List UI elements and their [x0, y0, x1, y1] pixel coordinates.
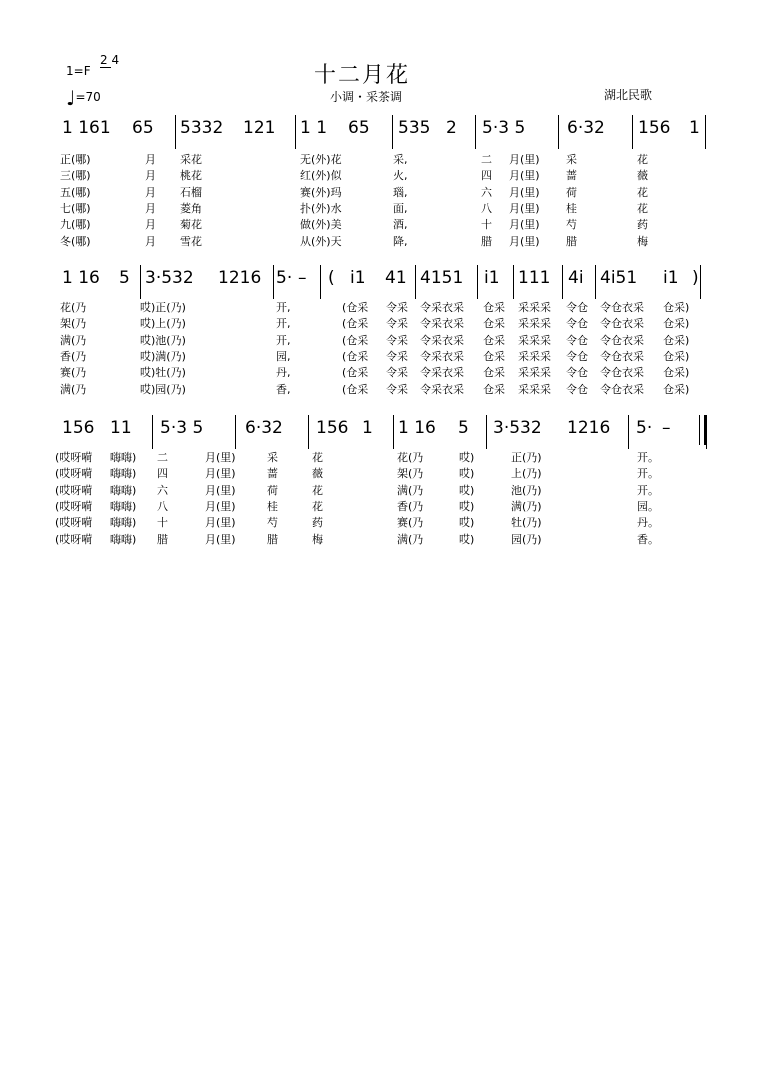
bar-line [295, 115, 296, 149]
lyric-text: (仓采 [342, 333, 369, 347]
bar-line [308, 415, 309, 449]
lyric-text: 薇 [312, 467, 323, 481]
lyric-text: 十 [157, 516, 168, 530]
lyric-text: 月(里) [509, 169, 540, 183]
lyric-text: 九(哪) [60, 218, 91, 232]
lyric-text: 香(乃 [397, 499, 424, 513]
lyric-text: (哎呀嗬 [55, 451, 93, 464]
lyric-text: 令采衣采 [420, 333, 464, 347]
lyric-text: (哎呀嗬 [55, 516, 93, 530]
bar-line [513, 265, 514, 299]
lyric-text: 哎) [459, 451, 475, 464]
bar-line [486, 415, 487, 449]
lyric-text: 令采衣采 [420, 349, 464, 363]
lyric-text: 仓采 [483, 349, 505, 363]
lyric-text: 嗨嗨) [110, 483, 137, 497]
lyric-text: 月(里) [205, 483, 236, 497]
lyric-text: 令采衣采 [420, 382, 464, 396]
lyric-text: 月 [145, 169, 156, 183]
lyric-text: 哎) [459, 499, 475, 513]
lyric-text: 降, [393, 234, 408, 248]
lyric-text: 园, [276, 349, 291, 363]
bar-line [700, 265, 701, 299]
lyric-text: 哎)正(乃) [140, 301, 186, 314]
lyric-text: 月(里) [205, 532, 236, 546]
bar-line [392, 115, 393, 149]
final-bar-thin [699, 415, 700, 445]
lyric-text: 腊 [157, 532, 168, 546]
lyric-text: 采采采 [518, 349, 551, 363]
note-group: – [662, 418, 671, 438]
lyric-text: 八 [481, 201, 492, 215]
lyric-text: 薇 [637, 169, 648, 183]
lyric-text: (仓采 [342, 349, 369, 363]
lyric-text: 嗨嗨) [110, 451, 137, 464]
lyric-text: 桂 [566, 201, 577, 215]
lyric-text: 四 [481, 169, 492, 183]
lyric-text: 蔷 [566, 169, 577, 183]
lyric-text: 哎) [459, 467, 475, 481]
lyric-text: 十 [481, 218, 492, 232]
lyric-text: 梅 [312, 532, 323, 546]
song-style: 小调・采茶调 [330, 90, 403, 104]
lyric-text: 月 [145, 185, 156, 199]
time-bottom: 4 [111, 53, 120, 67]
lyric-text: 梅 [637, 234, 648, 248]
note-group: 11 [110, 418, 132, 438]
lyric-text: 仓采) [663, 301, 690, 314]
lyric-text: 开, [276, 301, 291, 314]
lyric-text: 令采 [386, 317, 408, 331]
lyric-text: 架(乃 [60, 317, 87, 331]
lyric-text: 菱角 [180, 201, 202, 215]
lyric-text: 哎) [459, 516, 475, 530]
note-group: 5 [458, 418, 469, 438]
lyric-text: 仓采) [663, 333, 690, 347]
note-group: 1 [689, 118, 700, 138]
lyric-text: 令采衣采 [420, 301, 464, 314]
lyric-text: 月 [145, 201, 156, 215]
lyric-text: 采采采 [518, 301, 551, 314]
lyric-text: 二 [157, 451, 168, 464]
lyric-text: 腊 [267, 532, 278, 546]
note-group: 1 16 [398, 418, 436, 438]
lyric-text: 哎)园(乃) [140, 382, 186, 396]
final-bar-line [704, 415, 707, 445]
lyric-text: 令采 [386, 366, 408, 380]
lyric-text: 开。 [637, 467, 659, 481]
lyric-text: 五(哪) [60, 185, 91, 199]
lyric-text: 采采采 [518, 382, 551, 396]
lyric-text: 石榴 [180, 185, 202, 199]
lyric-text: 满(乃 [60, 382, 87, 396]
note-group: 156 [62, 418, 95, 438]
lyric-text: 赛(外)玛 [300, 185, 342, 199]
note-group: 5332 [180, 118, 224, 138]
lyric-text: 仓采 [483, 333, 505, 347]
bar-line [477, 265, 478, 299]
lyric-text: 哎)牡(乃) [140, 366, 186, 380]
lyric-text: 扑(外)水 [300, 201, 342, 215]
lyric-text: 蔷 [267, 467, 278, 481]
lyric-text: 酒, [393, 218, 408, 232]
bar-line [273, 265, 274, 299]
quarter-note-icon: ♩ [66, 86, 76, 110]
lyric-text: 哎)上(乃) [140, 317, 186, 331]
lyric-text: 上(乃) [511, 467, 542, 481]
lyric-text: 开, [276, 317, 291, 331]
lyric-text: 嗨嗨) [110, 532, 137, 546]
lyric-text: 令仓 [566, 349, 588, 363]
bar-line [558, 115, 559, 149]
note-group: 65 [132, 118, 154, 138]
lyric-text: 月(里) [509, 201, 540, 215]
lyric-text: 仓采) [663, 349, 690, 363]
lyric-text: 月 [145, 234, 156, 248]
lyric-text: 菊花 [180, 218, 202, 232]
lyric-text: 仓采 [483, 301, 505, 314]
lyric-text: 正(乃) [511, 451, 542, 464]
lyric-text: (哎呀嗬 [55, 483, 93, 497]
lyric-text: 园(乃) [511, 532, 542, 546]
lyric-text: 令采 [386, 349, 408, 363]
lyric-text: 桃花 [180, 169, 202, 183]
page-title: 十二月花 [314, 63, 411, 88]
lyric-text: 令仓衣采 [600, 349, 644, 363]
lyric-text: 香(乃 [60, 349, 87, 363]
lyric-text: 八 [157, 499, 168, 513]
tempo-value: =70 [75, 90, 101, 104]
note-group: 156 [638, 118, 671, 138]
note-group: i1 [484, 268, 500, 288]
note-group: 121 [243, 118, 276, 138]
lyric-text: 丹, [276, 366, 291, 380]
lyric-text: 采, [393, 153, 408, 166]
note-group: 65 [348, 118, 370, 138]
lyric-text: 满(乃 [60, 333, 87, 347]
lyric-text: 哎) [459, 483, 475, 497]
bar-line [175, 115, 176, 149]
lyric-text: 采采采 [518, 333, 551, 347]
note-group: i1 [663, 268, 679, 288]
lyric-text: 雪花 [180, 234, 202, 248]
note-group: 5 [119, 268, 130, 288]
lyric-text: 仓采 [483, 317, 505, 331]
lyric-text: 采采采 [518, 317, 551, 331]
lyric-text: 满(乃 [397, 483, 424, 497]
lyric-text: 采花 [180, 153, 202, 166]
lyric-text: 腊 [566, 234, 577, 248]
note-group: 1216 [218, 268, 262, 288]
note-group: 4i51 [600, 268, 638, 288]
lyric-text: 牡(乃) [511, 516, 542, 530]
lyric-text: 腊 [481, 234, 492, 248]
lyric-text: 月(里) [205, 451, 236, 464]
lyric-text: 正(哪) [60, 153, 91, 166]
bar-line [235, 415, 236, 449]
song-origin: 湖北民歌 [604, 88, 653, 102]
note-group: 3·532 [145, 268, 194, 288]
lyric-text: 药 [637, 218, 648, 232]
lyric-text: 红(外)似 [300, 169, 342, 183]
lyric-text: (哎呀嗬 [55, 467, 93, 481]
lyric-text: 采 [267, 451, 278, 464]
lyric-text: 四 [157, 467, 168, 481]
note-group: i1 [350, 268, 366, 288]
lyric-text: (仓采 [342, 366, 369, 380]
lyric-text: 花 [637, 185, 648, 199]
lyric-text: 瑙, [393, 185, 408, 199]
lyric-text: 令仓 [566, 382, 588, 396]
lyric-text: 月(里) [509, 185, 540, 199]
lyric-text: 花 [637, 201, 648, 215]
lyric-text: 仓采) [663, 366, 690, 380]
lyric-text: 火, [393, 169, 408, 183]
lyric-text: 花 [312, 483, 323, 497]
note-group: 1 [362, 418, 373, 438]
lyric-text: 芍 [566, 218, 577, 232]
bar-line [320, 265, 321, 299]
note-group: 5· [276, 268, 293, 288]
lyric-text: 仓采 [483, 366, 505, 380]
lyric-text: 荷 [267, 483, 278, 497]
lyric-text: 月(里) [509, 218, 540, 232]
bar-line [562, 265, 563, 299]
note-group: 4151 [420, 268, 464, 288]
lyric-text: 开。 [637, 483, 659, 497]
lyric-text: 月(里) [205, 467, 236, 481]
bar-line [140, 265, 141, 299]
lyric-text: 月(里) [509, 234, 540, 248]
lyric-text: 赛(乃 [397, 516, 424, 530]
bar-line [152, 415, 153, 449]
lyric-text: 做(外)美 [300, 218, 342, 232]
lyric-text: (哎呀嗬 [55, 499, 93, 513]
lyric-text: 七(哪) [60, 201, 91, 215]
lyric-text: 采采采 [518, 366, 551, 380]
lyric-text: 哎)池(乃) [140, 333, 186, 347]
lyric-text: 芍 [267, 516, 278, 530]
lyric-text: 令采 [386, 333, 408, 347]
bar-line [632, 115, 633, 149]
key-signature: 1=F [66, 64, 91, 78]
lyric-text: 花 [312, 499, 323, 513]
lyric-text: 池(乃) [511, 483, 542, 497]
lyric-text: 令仓衣采 [600, 317, 644, 331]
bar-line [628, 415, 629, 449]
lyric-text: 香, [276, 382, 291, 396]
lyric-text: 赛(乃 [60, 366, 87, 380]
lyric-text: 面, [393, 201, 408, 215]
lyric-text: 花(乃 [397, 451, 424, 464]
lyric-text: 哎)满(乃) [140, 349, 186, 363]
lyric-text: 满(乃) [511, 499, 542, 513]
note-group: 1216 [567, 418, 611, 438]
note-group: 535 [398, 118, 431, 138]
lyric-text: 令仓衣采 [600, 333, 644, 347]
lyric-text: 令仓 [566, 301, 588, 314]
lyric-text: 月 [145, 153, 156, 166]
note-group: 41 [385, 268, 407, 288]
lyric-text: 令仓 [566, 333, 588, 347]
bar-line [393, 415, 394, 449]
lyric-text: 令仓衣采 [600, 366, 644, 380]
note-group: 6·32 [245, 418, 283, 438]
lyric-text: 六 [481, 185, 492, 199]
lyric-text: (仓采 [342, 382, 369, 396]
note-group: 2 [446, 118, 457, 138]
lyric-text: 令仓衣采 [600, 301, 644, 314]
bar-line [475, 115, 476, 149]
lyric-text: 采 [566, 153, 577, 166]
note-group: 1 16 [62, 268, 100, 288]
lyric-text: 从(外)天 [300, 234, 342, 248]
lyric-text: 三(哪) [60, 169, 91, 183]
lyric-text: 嗨嗨) [110, 516, 137, 530]
lyric-text: 嗨嗨) [110, 499, 137, 513]
note-group: 156 [316, 418, 349, 438]
lyric-text: (仓采 [342, 301, 369, 314]
lyric-text: 仓采) [663, 317, 690, 331]
note-group: 4i [568, 268, 584, 288]
lyric-text: 令仓 [566, 366, 588, 380]
lyric-text: 开, [276, 333, 291, 347]
note-group: 6·32 [567, 118, 605, 138]
bar-line [595, 265, 596, 299]
lyric-text: 嗨嗨) [110, 467, 137, 481]
note-group: 1 1 [300, 118, 328, 138]
note-group: 111 [518, 268, 551, 288]
lyric-text: 开。 [637, 451, 659, 464]
lyric-text: 丹。 [637, 516, 659, 530]
lyric-text: 架(乃 [397, 467, 424, 481]
note-group: ) [692, 268, 699, 288]
lyric-text: 二 [481, 153, 492, 166]
lyric-text: 哎) [459, 532, 475, 546]
time-top: 2 [100, 53, 108, 67]
lyric-text: 冬(哪) [60, 234, 91, 248]
lyric-text: 荷 [566, 185, 577, 199]
lyric-text: 花 [637, 153, 648, 166]
note-group: 1 161 [62, 118, 111, 138]
lyric-text: 令仓 [566, 317, 588, 331]
lyric-text: (哎呀嗬 [55, 532, 93, 546]
bar-line [415, 265, 416, 299]
note-group: ( [328, 268, 335, 288]
lyric-text: 月(里) [205, 499, 236, 513]
lyric-text: 花(乃 [60, 301, 87, 314]
lyric-text: 园。 [637, 499, 659, 513]
lyric-text: 月 [145, 218, 156, 232]
lyric-text: 令采 [386, 382, 408, 396]
lyric-text: (仓采 [342, 317, 369, 331]
note-group: – [298, 268, 307, 288]
note-group: 5· [636, 418, 653, 438]
note-group: 5·3 5 [482, 118, 526, 138]
lyric-text: 月(里) [205, 516, 236, 530]
lyric-text: 令仓衣采 [600, 382, 644, 396]
bar-line [705, 115, 706, 149]
lyric-text: 香。 [637, 532, 659, 546]
lyric-text: 令采衣采 [420, 366, 464, 380]
lyric-text: 药 [312, 516, 323, 530]
lyric-text: 桂 [267, 499, 278, 513]
lyric-text: 六 [157, 483, 168, 497]
lyric-text: 仓采 [483, 382, 505, 396]
note-group: 3·532 [493, 418, 542, 438]
lyric-text: 令采衣采 [420, 317, 464, 331]
note-group: 5·3 5 [160, 418, 204, 438]
lyric-text: 花 [312, 451, 323, 464]
lyric-text: 月(里) [509, 153, 540, 166]
lyric-text: 满(乃 [397, 532, 424, 546]
lyric-text: 无(外)花 [300, 153, 342, 166]
lyric-text: 令采 [386, 301, 408, 314]
lyric-text: 仓采) [663, 382, 690, 396]
